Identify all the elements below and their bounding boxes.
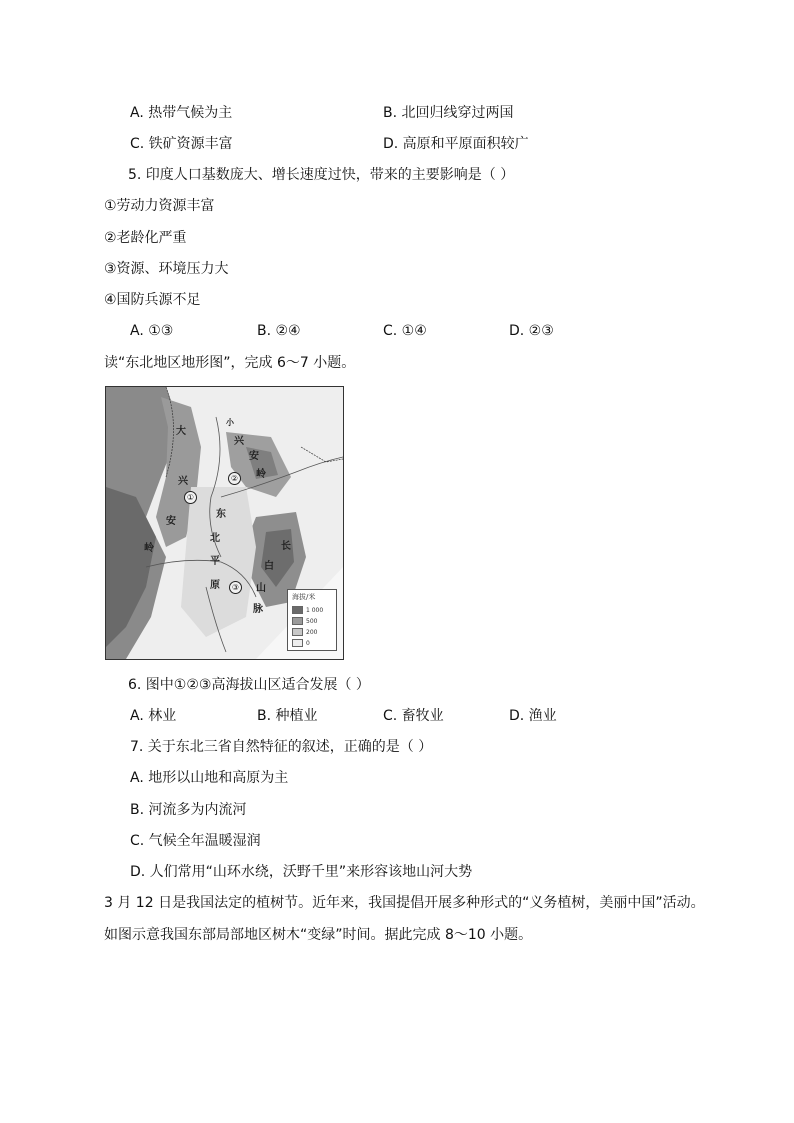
q5-option-d: D. ②③ xyxy=(509,323,554,339)
label-bai: 白 xyxy=(264,561,274,572)
q7-option-c: C. 气候全年温暖湿润 xyxy=(130,833,261,849)
label-da: 大 xyxy=(176,426,186,437)
label-bei: 北 xyxy=(210,533,220,544)
legend-swatch xyxy=(292,628,303,636)
label-chang: 长 xyxy=(281,541,291,552)
legend-label: 200 xyxy=(306,628,318,636)
legend-swatch xyxy=(292,606,303,614)
legend-row-200 xyxy=(292,628,317,636)
legend-row-500 xyxy=(292,617,317,625)
label-dong: 东 xyxy=(216,509,226,520)
q7-option-b: B. 河流多为内流河 xyxy=(130,802,247,818)
marker-2: ② xyxy=(228,472,241,485)
intro-8-10-line-2: 如图示意我国东部局部地区树木“变绿”时间。据此完成 8～10 小题。 xyxy=(104,927,533,943)
q6-stem: 6. 图中①②③高海拔山区适合发展（ ） xyxy=(128,677,370,693)
legend-label: 500 xyxy=(306,617,318,625)
label-mai: 脉 xyxy=(253,604,263,615)
q5-option-c: C. ①④ xyxy=(383,323,427,339)
label-ping: 平 xyxy=(210,556,220,567)
q5-item-3: ③资源、环境压力大 xyxy=(104,261,229,277)
elevation-legend xyxy=(287,589,337,651)
q5-item-2: ②老龄化严重 xyxy=(104,230,187,246)
label-ling-1: 岭 xyxy=(144,543,154,554)
label-ling-2: 岭 xyxy=(256,469,266,480)
q6-option-b: B. 种植业 xyxy=(257,708,318,724)
q6-option-c: C. 畜牧业 xyxy=(383,708,444,724)
legend-row-0 xyxy=(292,639,310,647)
label-xiao: 小 xyxy=(226,418,234,427)
label-an-1: 安 xyxy=(166,516,176,527)
legend-row-1000 xyxy=(292,606,323,614)
q4-option-b: B. 北回归线穿过两国 xyxy=(383,105,514,121)
label-yuan: 原 xyxy=(210,580,220,591)
q4-option-c: C. 铁矿资源丰富 xyxy=(130,136,233,152)
q4-option-a: A. 热带气候为主 xyxy=(130,105,233,121)
label-an-2: 安 xyxy=(249,451,259,462)
legend-title: 海拔/米 xyxy=(292,593,316,601)
intro-6-7: 读“东北地区地形图”，完成 6～7 小题。 xyxy=(104,355,356,371)
label-xing-1: 兴 xyxy=(178,476,188,487)
q7-option-d: D. 人们常用“山环水绕，沃野千里”来形容该地山河大势 xyxy=(130,864,473,880)
label-xing-2: 兴 xyxy=(234,436,244,447)
q5-stem: 5. 印度人口基数庞大、增长速度过快，带来的主要影响是（ ） xyxy=(128,167,515,183)
legend-swatch xyxy=(292,639,303,647)
q5-option-a: A. ①③ xyxy=(130,323,174,339)
legend-label: 0 xyxy=(306,639,310,647)
legend-label: 1 000 xyxy=(306,606,324,614)
q6-option-d: D. 渔业 xyxy=(509,708,557,724)
northeast-terrain-map xyxy=(105,386,344,660)
legend-swatch xyxy=(292,617,303,625)
marker-3: ③ xyxy=(229,581,242,594)
q6-option-a: A. 林业 xyxy=(130,708,177,724)
intro-8-10-line-1: 3 月 12 日是我国法定的植树节。近年来，我国提倡开展多种形式的“义务植树，美丽中国”活动。 xyxy=(104,895,705,911)
marker-1: ① xyxy=(184,491,197,504)
q7-option-a: A. 地形以山地和高原为主 xyxy=(130,770,289,786)
label-shan: 山 xyxy=(256,583,266,594)
q5-option-b: B. ②④ xyxy=(257,323,301,339)
q5-item-4: ④国防兵源不足 xyxy=(104,292,201,308)
q4-option-d: D. 高原和平原面积较广 xyxy=(383,136,529,152)
q7-stem: 7. 关于东北三省自然特征的叙述，正确的是（ ） xyxy=(130,739,433,755)
q5-item-1: ①劳动力资源丰富 xyxy=(104,198,215,214)
